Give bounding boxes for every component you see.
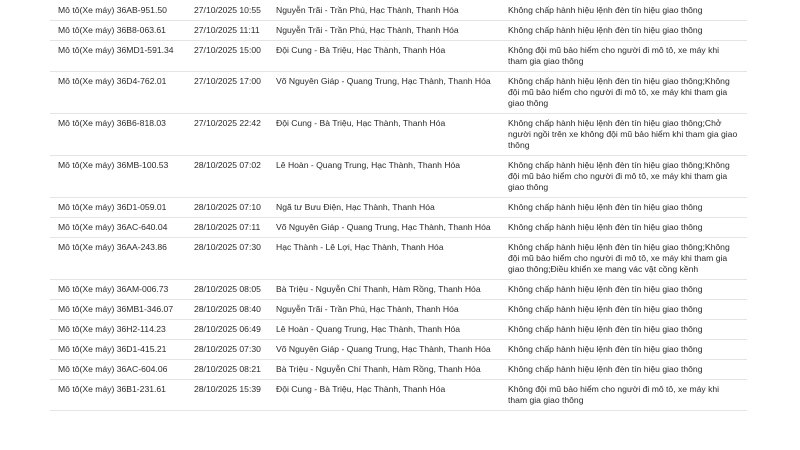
violation-cell: Không chấp hành hiệu lệnh đèn tín hiệu giao thông;Không đội mũ bảo hiểm cho người đi mô tô, xe máy khi tham gia giao thông;Điều khiển xe mang vác vật cồng kềnh [508,238,747,280]
violation-cell: Không chấp hành hiệu lệnh đèn tín hiệu giao thông [508,280,747,300]
table-row [50,41,747,72]
vehicle-cell: Mô tô(Xe máy) 36MB1-346.07 [50,300,194,320]
violation-cell: Không chấp hành hiệu lệnh đèn tín hiệu giao thông [508,21,747,41]
location-cell: Đội Cung - Bà Triệu, Hạc Thành, Thanh Hóa [276,114,508,156]
table-row [50,320,747,340]
vehicle-cell: Mô tô(Xe máy) 36B8-063.61 [50,21,194,41]
location-cell: Võ Nguyên Giáp - Quang Trung, Hạc Thành, Thanh Hóa [276,340,508,360]
vehicle-cell: Mô tô(Xe máy) 36D1-059.01 [50,198,194,218]
violation-cell: Không đội mũ bảo hiểm cho người đi mô tô, xe máy khi tham gia giao thông [508,380,747,411]
time-cell: 28/10/2025 07:11 [194,218,276,238]
table-row [50,300,747,320]
location-cell: Lê Hoàn - Quang Trung, Hạc Thành, Thanh Hóa [276,156,508,198]
table-row [50,218,747,238]
location-cell: Đội Cung - Bà Triệu, Hạc Thành, Thanh Hóa [276,380,508,411]
time-cell: 28/10/2025 07:30 [194,238,276,280]
table-row [50,156,747,198]
violation-cell: Không chấp hành hiệu lệnh đèn tín hiệu giao thông [508,320,747,340]
time-cell: 28/10/2025 08:40 [194,300,276,320]
vehicle-cell: Mô tô(Xe máy) 36H2-114.23 [50,320,194,340]
table-row [50,360,747,380]
time-cell: 27/10/2025 15:00 [194,41,276,72]
vehicle-cell: Mô tô(Xe máy) 36D4-762.01 [50,72,194,114]
time-cell: 28/10/2025 08:05 [194,280,276,300]
violations-table-body [50,0,747,411]
violation-cell: Không chấp hành hiệu lệnh đèn tín hiệu giao thông [508,0,747,21]
violation-cell: Không chấp hành hiệu lệnh đèn tín hiệu giao thông;Không đội mũ bảo hiểm cho người đi mô tô, xe máy khi tham gia giao thông [508,72,747,114]
time-cell: 28/10/2025 07:30 [194,340,276,360]
location-cell: Bà Triệu - Nguyễn Chí Thanh, Hàm Rồng, Thanh Hóa [276,280,508,300]
table-row [50,0,747,21]
table-row [50,380,747,411]
time-cell: 28/10/2025 08:21 [194,360,276,380]
violation-cell: Không đội mũ bảo hiểm cho người đi mô tô, xe máy khi tham gia giao thông [508,41,747,72]
vehicle-cell: Mô tô(Xe máy) 36B1-231.61 [50,380,194,411]
time-cell: 28/10/2025 15:39 [194,380,276,411]
time-cell: 28/10/2025 06:49 [194,320,276,340]
location-cell: Võ Nguyên Giáp - Quang Trung, Hạc Thành, Thanh Hóa [276,218,508,238]
location-cell: Nguyễn Trãi - Trần Phú, Hạc Thành, Thanh Hóa [276,0,508,21]
table-row [50,340,747,360]
time-cell: 27/10/2025 11:11 [194,21,276,41]
violation-cell: Không chấp hành hiệu lệnh đèn tín hiệu giao thông [508,360,747,380]
time-cell: 27/10/2025 10:55 [194,0,276,21]
vehicle-cell: Mô tô(Xe máy) 36AM-006.73 [50,280,194,300]
violation-cell: Không chấp hành hiệu lệnh đèn tín hiệu giao thông [508,300,747,320]
vehicle-cell: Mô tô(Xe máy) 36MD1-591.34 [50,41,194,72]
location-cell: Võ Nguyên Giáp - Quang Trung, Hạc Thành, Thanh Hóa [276,72,508,114]
violation-cell: Không chấp hành hiệu lệnh đèn tín hiệu giao thông [508,198,747,218]
table-row [50,238,747,280]
time-cell: 27/10/2025 17:00 [194,72,276,114]
violation-cell: Không chấp hành hiệu lệnh đèn tín hiệu giao thông [508,340,747,360]
vehicle-cell: Mô tô(Xe máy) 36AC-640.04 [50,218,194,238]
location-cell: Lê Hoàn - Quang Trung, Hạc Thành, Thanh Hóa [276,320,508,340]
location-cell: Nguyễn Trãi - Trần Phú, Hạc Thành, Thanh Hóa [276,21,508,41]
vehicle-cell: Mô tô(Xe máy) 36AB-951.50 [50,0,194,21]
table-row [50,198,747,218]
location-cell: Ngã tư Bưu Điện, Hạc Thành, Thanh Hóa [276,198,508,218]
time-cell: 28/10/2025 07:10 [194,198,276,218]
vehicle-cell: Mô tô(Xe máy) 36AA-243.86 [50,238,194,280]
location-cell: Đội Cung - Bà Triệu, Hạc Thành, Thanh Hóa [276,41,508,72]
time-cell: 27/10/2025 22:42 [194,114,276,156]
vehicle-cell: Mô tô(Xe máy) 36D1-415.21 [50,340,194,360]
location-cell: Hạc Thành - Lê Lợi, Hạc Thành, Thanh Hóa [276,238,508,280]
table-row [50,21,747,41]
violation-cell: Không chấp hành hiệu lệnh đèn tín hiệu giao thông [508,218,747,238]
table-row [50,114,747,156]
table-row [50,72,747,114]
violation-cell: Không chấp hành hiệu lệnh đèn tín hiệu giao thông;Không đội mũ bảo hiểm cho người đi mô tô, xe máy khi tham gia giao thông [508,156,747,198]
vehicle-cell: Mô tô(Xe máy) 36MB-100.53 [50,156,194,198]
violations-table-container [50,0,747,411]
time-cell: 28/10/2025 07:02 [194,156,276,198]
table-row [50,280,747,300]
vehicle-cell: Mô tô(Xe máy) 36AC-604.06 [50,360,194,380]
violations-table [50,0,747,411]
location-cell: Bà Triệu - Nguyễn Chí Thanh, Hàm Rồng, Thanh Hóa [276,360,508,380]
vehicle-cell: Mô tô(Xe máy) 36B6-818.03 [50,114,194,156]
violation-cell: Không chấp hành hiệu lệnh đèn tín hiệu giao thông;Chở người ngồi trên xe không đội mũ bảo hiểm khi tham gia giao thông [508,114,747,156]
location-cell: Nguyễn Trãi - Trần Phú, Hạc Thành, Thanh Hóa [276,300,508,320]
